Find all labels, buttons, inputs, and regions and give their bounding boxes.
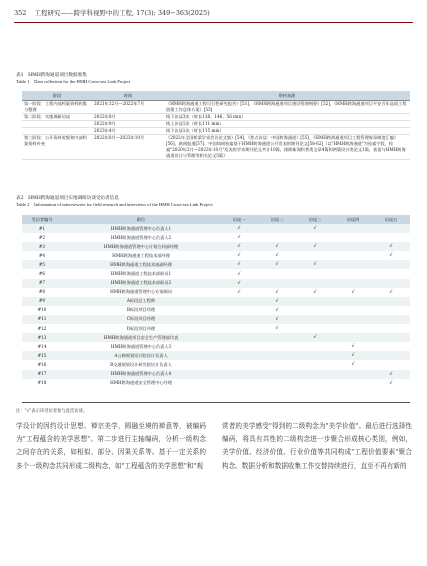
checkmark-icon: √ (237, 271, 241, 277)
table2-cell-interview5 (372, 269, 410, 278)
checkmark-icon: √ (237, 262, 241, 268)
table2-cell-position: HMH跨海通道管理中心负责人1 (62, 224, 220, 233)
table2-cell-id: #7 (22, 279, 62, 288)
table2-cell-id: #1 (22, 224, 62, 233)
table2-caption-en: Table 2 Information of interviewees for field research and interviews of the HMH Cross-sea Link Project (16, 202, 213, 208)
table2-caption-cn: 表2 HMH跨海通道项目实地调研访谈受访者信息 (16, 196, 119, 201)
checkmark-icon: √ (313, 226, 317, 232)
journal-citation: 工程研究——跨学科视野中的工程, 17(3): 349−363(2025) (34, 9, 210, 17)
table2-row (22, 297, 410, 306)
table2-cell-position: HMH跨海通道安全管理中心经理 (110, 380, 172, 386)
table2-cell-id: #11 (22, 315, 62, 324)
table2-cell-interview4 (334, 351, 372, 360)
table1-header-stage: 阶段 (22, 91, 92, 101)
table1-header-time: 时间 (92, 91, 164, 101)
table2-cell-interview1 (220, 279, 258, 288)
table2-cell-interview3 (296, 297, 334, 306)
checkmark-icon: √ (275, 253, 279, 259)
table2-header-interview5: 访谈五 (372, 215, 410, 224)
table2-cell-interview4 (334, 224, 372, 233)
table2-cell-interview3 (296, 260, 334, 269)
table2-cell-interview5 (372, 315, 410, 324)
table2-cell-interview5 (372, 370, 410, 379)
table2-cell-interview2 (258, 233, 296, 242)
table2-cell-interview5 (372, 342, 410, 351)
table2-cell-interview1 (220, 333, 258, 342)
table2-row (22, 324, 410, 333)
table2-cell-interview4 (334, 306, 372, 315)
table2-cell-id: #18 (37, 380, 47, 386)
table2-cell-interview5 (372, 288, 410, 297)
table2-row (22, 333, 410, 342)
table2-cell-position: D标段项目经理 (126, 325, 156, 331)
table2-row (22, 342, 410, 351)
body-paragraph-right: 赏者的美学感受"得到的二级构念为"美学价值"。最后进行选择性编码，将具有共性的二级构念进一步聚合形成核心类别，例如，美学价值、经济价值、行业价值等共同构成"工程价值要素"聚合构念。数据分析和数据收集工作交替持续进行，直至不再有新的 (222, 422, 412, 470)
table2-cell-id: #17 (22, 370, 62, 379)
table1-cell-source: 线下访谈3次（时长138、146、56 min） (164, 114, 410, 121)
checkmark-icon: √ (237, 226, 241, 232)
table2-cell-interview2 (258, 324, 296, 333)
checkmark-icon: √ (389, 244, 393, 250)
table2-cell-position: HMH跨海通道工程技术部经理 (112, 252, 170, 258)
table2-cell-interview3 (296, 342, 334, 351)
body-paragraph-left: 学设计的因约设计思想、禅宗美学、圆融至境的禅意等，被编码为"工程蕴含的美学思想"。第二步进行主轴编码，分析一级构念之间存在的关系，如相似、部分、因果关系等。基于一定关系的多个一级构念共同形成二级构念，如"工程蕴含的美学思想"和"观 (16, 422, 206, 470)
table2-cell-position: HMH跨海通道管理中心负责人2 (110, 234, 172, 240)
table2-cell-interview3 (296, 251, 334, 260)
table1-cell-time: 2022年8月 (92, 114, 164, 121)
table2-caption (16, 196, 213, 208)
checkmark-icon: √ (275, 307, 279, 313)
body-column-right (222, 420, 412, 473)
table2 (22, 215, 410, 388)
checkmark-icon: √ (313, 335, 317, 341)
table2-cell-position: HMH跨海通道管理中心负责人4 (62, 370, 220, 379)
checkmark-icon: √ (351, 289, 355, 295)
checkmark-icon: √ (389, 380, 393, 386)
checkmark-icon: √ (389, 289, 393, 295)
table2-cell-interview4 (334, 269, 372, 278)
table2-cell-interview5 (372, 324, 410, 333)
table2-cell-interview1 (220, 242, 258, 251)
table2-cell-position: HMH跨海通道工程技术部副经理 (62, 260, 220, 269)
table2-cell-id: #4 (38, 252, 46, 258)
table2-cell-interview2 (258, 333, 296, 342)
table2-cell-interview2 (258, 360, 296, 369)
checkmark-icon: √ (275, 262, 279, 268)
table2-cell-interview3 (296, 279, 334, 288)
table2-cell-interview4 (334, 315, 372, 324)
table2-header-interview3: 访谈三 (296, 215, 334, 224)
table2-cell-interview3 (296, 288, 334, 297)
table1-cell-source: 线下访谈1次（时长115 min） (164, 128, 410, 135)
table2-cell-interview2 (258, 251, 296, 260)
table2-cell-interview1 (220, 379, 258, 388)
table2-cell-interview5 (372, 306, 410, 315)
table2-row (22, 315, 410, 324)
table1-row (22, 128, 410, 135)
table2-row (22, 379, 410, 388)
table2-cell-interview4 (334, 297, 372, 306)
table1-row (22, 135, 410, 160)
table2-cell-interview3 (296, 269, 334, 278)
table2-cell-interview3 (296, 224, 334, 233)
table2-header-interview4: 访谈四 (334, 215, 372, 224)
table2-bottom-rule (22, 402, 410, 403)
table2-cell-interview5 (372, 360, 410, 369)
table1-cell-source: 《HMH跨海通道工程可行性研究报告》[51]、《HMH跨海通道项目建设管理纲要》[52]、《HMH跨海通道项目平安百年品质工程创建工作总体方案》[53] (164, 101, 410, 114)
table2-cell-id: #3 (22, 242, 62, 251)
table2-cell-interview1 (220, 297, 258, 306)
table2-cell-interview2 (258, 370, 296, 379)
body-column-left (16, 420, 206, 473)
table2-cell-interview4 (334, 242, 372, 251)
table2-cell-interview3 (296, 360, 334, 369)
table2-cell-interview1 (220, 251, 258, 260)
table1-cell-time: 2022年9月 (92, 121, 164, 128)
table2-cell-position: HMH跨海通道管理中心负责人3 (110, 343, 172, 349)
checkmark-icon: √ (275, 316, 279, 322)
table2-cell-interview3 (296, 333, 334, 342)
table2-cell-id: #10 (37, 307, 47, 313)
table2-cell-interview3 (296, 306, 334, 315)
checkmark-icon: √ (389, 371, 393, 377)
table2-cell-interview1 (220, 342, 258, 351)
table2-cell-interview3 (296, 379, 334, 388)
table2-cell-interview2 (258, 242, 296, 251)
table2-cell-interview5 (372, 279, 410, 288)
table2-header-position: 职位 (62, 215, 220, 224)
table2-cell-interview2 (258, 351, 296, 360)
table2-row (22, 260, 410, 269)
table2-cell-interview3 (296, 233, 334, 242)
table2-cell-interview2 (258, 260, 296, 269)
table2-cell-interview2 (258, 288, 296, 297)
page-number: 352 (14, 9, 27, 17)
table2-cell-interview1 (220, 360, 258, 369)
table2-cell-interview4 (334, 333, 372, 342)
table2-cell-interview4 (334, 251, 372, 260)
table2-cell-interview5 (372, 379, 410, 388)
table2-cell-interview4 (334, 370, 372, 379)
header-rule (14, 22, 413, 23)
table2-cell-interview4 (334, 360, 372, 369)
table2-cell-position: B交通规划设计研究院设计负责人 (110, 361, 172, 367)
table2-cell-interview2 (258, 379, 296, 388)
table2-cell-interview1 (220, 370, 258, 379)
table1-row (22, 101, 410, 114)
table2-cell-id: #6 (38, 271, 46, 277)
table1-cell-stage (22, 121, 92, 128)
table2-cell-interview1 (220, 324, 258, 333)
table2-cell-interview2 (258, 269, 296, 278)
table2-cell-id: #13 (22, 333, 62, 342)
table1-row (22, 114, 410, 121)
table2-cell-interview2 (258, 306, 296, 315)
checkmark-icon: √ (313, 289, 317, 295)
table2-cell-interview4 (334, 279, 372, 288)
checkmark-icon: √ (351, 353, 355, 359)
table2-cell-interview4 (334, 342, 372, 351)
checkmark-icon: √ (237, 253, 241, 259)
table2-cell-id: #8 (38, 289, 46, 295)
running-header (14, 8, 210, 17)
table2-header-interview1: 访谈一 (220, 215, 258, 224)
table2-cell-interview2 (258, 279, 296, 288)
table2-header-row (22, 215, 410, 224)
table2-cell-interview1 (220, 351, 258, 360)
table2-cell-interview2 (258, 297, 296, 306)
table2-header-id: 受访者编号 (22, 215, 62, 224)
table2-cell-interview1 (220, 269, 258, 278)
table2-cell-id: #9 (22, 297, 62, 306)
checkmark-icon: √ (237, 235, 241, 241)
table2-cell-position: HMH跨海通道工程技术部职员1 (110, 271, 172, 277)
table2-cell-position: A标段总工程师 (62, 297, 220, 306)
checkmark-icon: √ (275, 244, 279, 250)
table1-header-row (22, 91, 410, 101)
table2-row (22, 370, 410, 379)
table1-cell-source: 线上访谈1次（时长111 min） (164, 121, 410, 128)
table2-cell-id: #16 (37, 361, 47, 367)
table2-cell-id: #14 (37, 343, 47, 349)
checkmark-icon: √ (237, 280, 241, 286)
table2-cell-interview3 (296, 315, 334, 324)
table2-note: 注："√"表示该受访者参与此次访谈。 (16, 409, 88, 414)
table2-cell-position: HMH跨海通道项目安全生产管理部代表 (62, 333, 220, 342)
checkmark-icon: √ (313, 244, 317, 250)
table1-cell-stage: 第一阶段：工程内部档案资料收集与整理 (22, 101, 92, 114)
table2-cell-interview4 (334, 288, 372, 297)
table2-cell-interview1 (220, 315, 258, 324)
checkmark-icon: √ (351, 344, 355, 350)
table1 (22, 91, 410, 160)
table2-row (22, 233, 410, 242)
table2-cell-position: A公路规划设计院设计负责人 (62, 351, 220, 360)
table2-cell-id: #15 (22, 351, 62, 360)
checkmark-icon: √ (275, 289, 279, 295)
table2-cell-interview2 (258, 342, 296, 351)
table1-cell-stage (22, 128, 92, 135)
table2-cell-interview5 (372, 297, 410, 306)
table2-cell-interview5 (372, 251, 410, 260)
table2-header-interview2: 访谈二 (258, 215, 296, 224)
table2-row (22, 242, 410, 251)
table1-cell-stage: 第二阶段：实地调研访谈 (22, 114, 92, 121)
table1-cell-stage: 第三阶段：公开资料收集和内部档案资料补充 (22, 135, 92, 160)
checkmark-icon: √ (275, 326, 279, 332)
table2-cell-id: #12 (37, 325, 47, 331)
table2-cell-interview1 (220, 306, 258, 315)
table2-cell-interview1 (220, 224, 258, 233)
table2-row (22, 224, 410, 233)
table1-cell-source: 《2022年全国桥梁学术会议论文集》[54]、《焦点访谈：中国跨海通道》[55]、《HMH跨海通道项目工程管理规章制度汇编》[56]、新闻报道[57]、中国知网检索基于HMH跨海通道公开发表的期刊论文[58-62]（以"HMH跨海通道"为检索字段，检索"2020年2月—2023年10月"发表的学术期刊论文共计10篇，排除新闻科普类文章4篇和两篇设计类论文1篇，获留与HMH跨海通道设计与管理等相关论文5篇） (164, 135, 410, 160)
table2-cell-id: #5 (22, 260, 62, 269)
table2-cell-interview2 (258, 224, 296, 233)
table2-cell-position: HMH跨海通道管理中心计划合同部经理 (62, 242, 220, 251)
checkmark-icon: √ (351, 362, 355, 368)
table2-cell-interview3 (296, 242, 334, 251)
table2-cell-interview4 (334, 260, 372, 269)
table2-cell-interview5 (372, 351, 410, 360)
table2-cell-interview1 (220, 233, 258, 242)
table2-cell-position: HMH跨海通道管理中心专家顾问 (110, 289, 172, 295)
table2-cell-position: HMH跨海通道工程技术部职员2 (62, 279, 220, 288)
checkmark-icon: √ (237, 244, 241, 250)
table2-cell-id: #2 (38, 234, 46, 240)
checkmark-icon: √ (237, 289, 241, 295)
table2-cell-interview3 (296, 351, 334, 360)
table1-caption-en: Table 1 Data collection for the HMH Cross-sea Link Project (16, 79, 131, 85)
table2-cell-interview1 (220, 288, 258, 297)
checkmark-icon: √ (389, 253, 393, 259)
table2-cell-interview1 (220, 260, 258, 269)
table1-cell-time: 2023年4月 (92, 128, 164, 135)
table2-cell-interview3 (296, 324, 334, 333)
checkmark-icon: √ (313, 262, 317, 268)
table1-cell-time: 2022年8月—2023年10月 (92, 135, 164, 160)
table1-cell-time: 2021年12月—2022年7月 (92, 101, 164, 114)
table2-row (22, 351, 410, 360)
table2-cell-interview5 (372, 333, 410, 342)
table2-cell-interview5 (372, 242, 410, 251)
table1-header-source: 资料来源 (164, 91, 410, 101)
table2-cell-interview5 (372, 224, 410, 233)
table1-row (22, 121, 410, 128)
table2-cell-interview2 (258, 315, 296, 324)
table1-caption-cn: 表1 HMH跨海通道项目数据收集 (16, 73, 87, 78)
table2-cell-interview4 (334, 324, 372, 333)
table1-caption (16, 73, 130, 85)
checkmark-icon: √ (275, 298, 279, 304)
table2-row (22, 360, 410, 369)
table2-row (22, 269, 410, 278)
table2-cell-interview4 (334, 379, 372, 388)
table2-row (22, 306, 410, 315)
table2-row (22, 279, 410, 288)
table2-cell-interview5 (372, 260, 410, 269)
table2-cell-interview4 (334, 233, 372, 242)
table2-row (22, 288, 410, 297)
table2-cell-interview3 (296, 370, 334, 379)
table2-cell-position: B标段项目经理 (126, 307, 156, 313)
table2-cell-position: C标段项目经理 (62, 315, 220, 324)
table2-cell-interview5 (372, 233, 410, 242)
table2-row (22, 251, 410, 260)
